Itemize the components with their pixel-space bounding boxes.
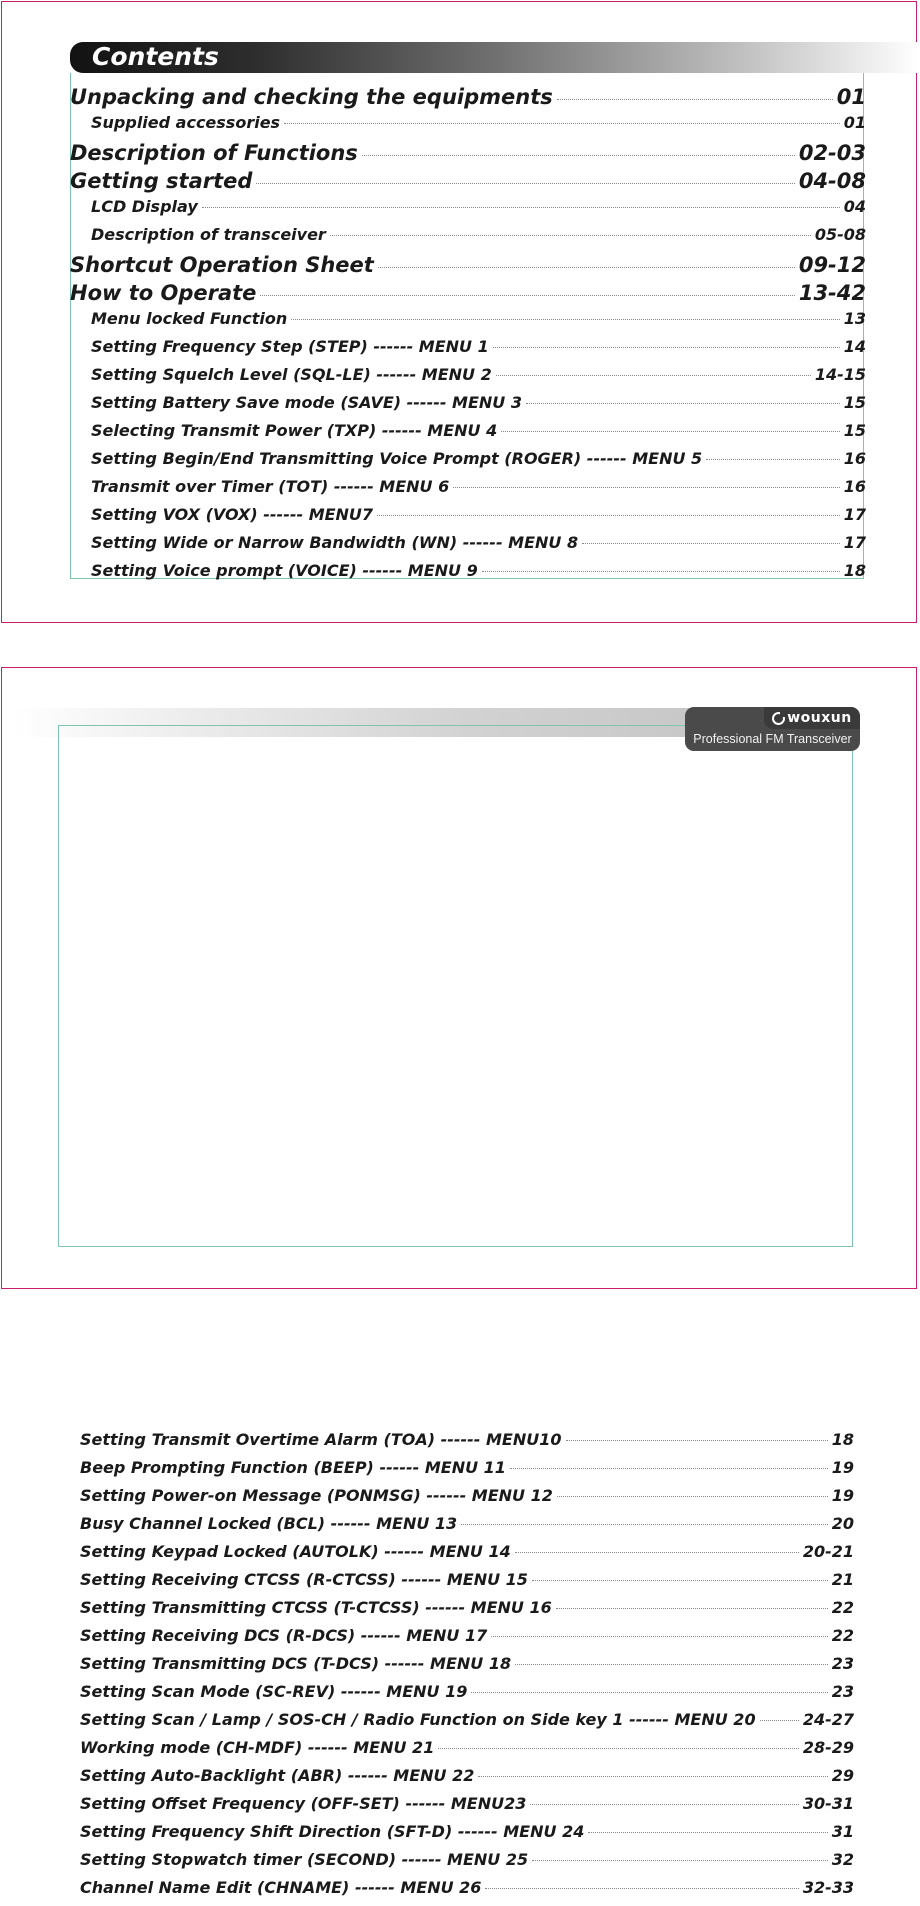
toc-list-page-2 [80, 1430, 854, 1906]
toc-dot-leader [501, 431, 840, 432]
toc-entry [70, 561, 866, 589]
toc-entry-page: 22 [831, 1626, 854, 1645]
toc-entry-page: 19 [831, 1486, 854, 1505]
toc-entry [80, 1458, 854, 1486]
toc-entry-title: Setting Wide or Narrow Bandwidth (WN) ------ MENU 8 [91, 533, 579, 552]
toc-entry [70, 281, 866, 309]
toc-entry-title: Channel Name Edit (CHNAME) ------ MENU 26 [80, 1878, 482, 1897]
toc-entry-page: 32-33 [802, 1878, 854, 1897]
toc-entry-page: 01 [836, 85, 866, 109]
toc-entry-page: 30-31 [802, 1794, 854, 1813]
toc-entry-page: 17 [843, 533, 866, 552]
toc-entry-page: 02-03 [798, 141, 866, 165]
toc-dot-leader [706, 459, 840, 460]
toc-entry-page: 15 [843, 421, 866, 440]
toc-entry [80, 1570, 854, 1598]
toc-entry-page: 13 [843, 309, 866, 328]
toc-entry-title: Shortcut Operation Sheet [70, 253, 374, 277]
toc-entry-page: 28-29 [802, 1738, 854, 1757]
contents-frame [58, 725, 853, 1247]
toc-entry [70, 421, 866, 449]
toc-entry-title: Setting Battery Save mode (SAVE) ------ MENU 3 [91, 393, 522, 412]
toc-dot-leader [532, 1860, 828, 1861]
toc-entry [80, 1430, 854, 1458]
toc-entry-page: 18 [843, 561, 866, 580]
toc-entry-page: 23 [831, 1654, 854, 1673]
toc-entry-page: 29 [831, 1766, 854, 1785]
toc-entry [80, 1850, 854, 1878]
toc-entry [70, 225, 866, 253]
brand-logo-mark-area [764, 707, 860, 729]
toc-entry [70, 477, 866, 505]
toc-dot-leader [496, 375, 811, 376]
toc-entry-page: 19 [831, 1458, 854, 1477]
toc-entry-title: Setting Receiving CTCSS (R-CTCSS) ------ MENU 15 [80, 1570, 528, 1589]
toc-entry-page: 14-15 [814, 365, 866, 384]
toc-dot-leader [515, 1664, 828, 1665]
toc-entry-title: Setting VOX (VOX) ------ MENU7 [91, 505, 374, 524]
toc-dot-leader [260, 295, 794, 296]
toc-dot-leader [291, 319, 840, 320]
toc-dot-leader [461, 1524, 828, 1525]
toc-entry-title: Setting Transmitting CTCSS (T-CTCSS) ------ MENU 16 [80, 1598, 552, 1617]
toc-entry [80, 1654, 854, 1682]
toc-entry-page: 16 [843, 449, 866, 468]
toc-dot-leader [330, 235, 811, 236]
brand-tagline: Professional FM Transceiver [693, 732, 852, 746]
toc-entry [80, 1766, 854, 1794]
toc-dot-leader [478, 1776, 827, 1777]
toc-entry-title: Supplied accessories [91, 113, 281, 132]
toc-entry-title: Setting Keypad Locked (AUTOLK) ------ MENU 14 [80, 1542, 511, 1561]
toc-entry [70, 141, 866, 169]
toc-dot-leader [588, 1832, 827, 1833]
toc-entry [80, 1822, 854, 1850]
toc-entry [70, 309, 866, 337]
toc-entry [70, 337, 866, 365]
toc-entry-page: 09-12 [798, 253, 866, 277]
toc-entry-page: 22 [831, 1598, 854, 1617]
brand-logo-mark [766, 708, 858, 728]
toc-entry-title: How to Operate [70, 281, 257, 305]
toc-entry [70, 365, 866, 393]
toc-entry-page: 01 [843, 113, 866, 132]
toc-entry-page: 31 [831, 1822, 854, 1841]
toc-list-page-1 [70, 85, 866, 589]
toc-entry-page: 17 [843, 505, 866, 524]
toc-entry-page: 32 [831, 1850, 854, 1869]
toc-entry [80, 1626, 854, 1654]
toc-dot-leader [453, 487, 840, 488]
toc-entry-title: Setting Begin/End Transmitting Voice Prompt (ROGER) ------ MENU 5 [91, 449, 703, 468]
toc-dot-leader [557, 1496, 828, 1497]
toc-dot-leader [760, 1720, 799, 1721]
toc-entry [80, 1710, 854, 1738]
toc-entry-title: Setting Scan / Lamp / SOS-CH / Radio Function on Side key 1 ------ MENU 20 [80, 1710, 756, 1729]
toc-entry-title: Transmit over Timer (TOT) ------ MENU 6 [91, 477, 450, 496]
toc-entry-title: Getting started [70, 169, 253, 193]
toc-entry [80, 1738, 854, 1766]
toc-dot-leader [482, 571, 840, 572]
toc-entry-title: Setting Receiving DCS (R-DCS) ------ MENU 17 [80, 1626, 488, 1645]
toc-entry-page: 13-42 [798, 281, 866, 305]
toc-entry-page: 21 [831, 1570, 854, 1589]
toc-entry [70, 113, 866, 141]
toc-dot-leader [532, 1580, 828, 1581]
toc-entry [70, 533, 866, 561]
toc-entry-title: Setting Frequency Shift Direction (SFT-D) ------ MENU 24 [80, 1822, 585, 1841]
toc-entry-page: 15 [843, 393, 866, 412]
toc-dot-leader [582, 543, 840, 544]
toc-entry-page: 16 [843, 477, 866, 496]
toc-entry-title: Beep Prompting Function (BEEP) ------ MENU 11 [80, 1458, 506, 1477]
toc-entry-page: 20-21 [802, 1542, 854, 1561]
toc-entry-page: 24-27 [802, 1710, 854, 1729]
toc-entry-title: Setting Scan Mode (SC-REV) ------ MENU 19 [80, 1682, 468, 1701]
toc-dot-leader [556, 1608, 828, 1609]
toc-dot-leader [530, 1804, 798, 1805]
toc-entry [70, 449, 866, 477]
contents-page-2 [1, 667, 917, 1897]
toc-entry-title: Selecting Transmit Power (TXP) ------ MENU 4 [91, 421, 498, 440]
toc-entry-title: Setting Transmitting DCS (T-DCS) ------ MENU 18 [80, 1654, 512, 1673]
toc-entry-page: 04-08 [798, 169, 866, 193]
toc-entry-title: Setting Stopwatch timer (SECOND) ------ MENU 25 [80, 1850, 529, 1869]
toc-dot-leader [256, 183, 794, 184]
toc-entry [70, 393, 866, 421]
toc-dot-leader [471, 1692, 827, 1693]
toc-entry [70, 253, 866, 281]
toc-dot-leader [566, 1440, 828, 1441]
toc-entry-title: Setting Auto-Backlight (ABR) ------ MENU 22 [80, 1766, 475, 1785]
toc-entry-title: LCD Display [91, 197, 198, 216]
toc-entry-title: Working mode (CH-MDF) ------ MENU 21 [80, 1738, 435, 1757]
contents-header-bar [70, 42, 920, 73]
toc-entry-page: 18 [831, 1430, 854, 1449]
toc-entry [70, 197, 866, 225]
toc-entry-title: Setting Power-on Message (PONMSG) ------ MENU 12 [80, 1486, 553, 1505]
toc-entry-page: 23 [831, 1682, 854, 1701]
toc-entry [80, 1794, 854, 1822]
contents-page-1 [1, 1, 917, 623]
toc-entry [70, 505, 866, 533]
toc-dot-leader [493, 347, 840, 348]
toc-entry-page: 20 [831, 1514, 854, 1533]
toc-entry-title: Description of Functions [70, 141, 358, 165]
brand-logo [685, 707, 860, 751]
toc-dot-leader [202, 207, 840, 208]
toc-entry-title: Setting Squelch Level (SQL-LE) ------ MENU 2 [91, 365, 492, 384]
toc-entry-title: Busy Channel Locked (BCL) ------ MENU 13 [80, 1514, 458, 1533]
toc-entry [70, 85, 866, 113]
toc-dot-leader [378, 267, 795, 268]
toc-dot-leader [557, 99, 833, 100]
toc-entry-title: Setting Voice prompt (VOICE) ------ MENU 9 [91, 561, 478, 580]
toc-entry-title: Setting Frequency Step (STEP) ------ MENU 1 [91, 337, 489, 356]
toc-dot-leader [362, 155, 795, 156]
toc-entry-title: Setting Transmit Overtime Alarm (TOA) ------ MENU10 [80, 1430, 562, 1449]
toc-entry-page: 14 [843, 337, 866, 356]
toc-dot-leader [485, 1888, 798, 1889]
toc-entry [80, 1598, 854, 1626]
toc-dot-leader [510, 1468, 828, 1469]
toc-dot-leader [284, 123, 840, 124]
toc-entry-title: Unpacking and checking the equipments [70, 85, 553, 109]
toc-dot-leader [526, 403, 840, 404]
toc-entry [80, 1682, 854, 1710]
toc-entry [80, 1514, 854, 1542]
toc-entry [80, 1542, 854, 1570]
brand-logo-wordmark: wouxun [787, 710, 852, 726]
toc-entry-title: Setting Offset Frequency (OFF-SET) ------ MENU23 [80, 1794, 527, 1813]
toc-entry-page: 05-08 [814, 225, 866, 244]
brand-logo-icon [772, 712, 785, 725]
toc-dot-leader [515, 1552, 799, 1553]
toc-entry-page: 04 [843, 197, 866, 216]
toc-entry [80, 1486, 854, 1514]
toc-dot-leader [491, 1636, 827, 1637]
toc-entry [80, 1878, 854, 1906]
toc-entry-title: Description of transceiver [91, 225, 326, 244]
contents-heading: Contents [92, 42, 219, 71]
toc-dot-leader [377, 515, 840, 516]
toc-entry [70, 169, 866, 197]
toc-dot-leader [438, 1748, 799, 1749]
toc-entry-title: Menu locked Function [91, 309, 288, 328]
